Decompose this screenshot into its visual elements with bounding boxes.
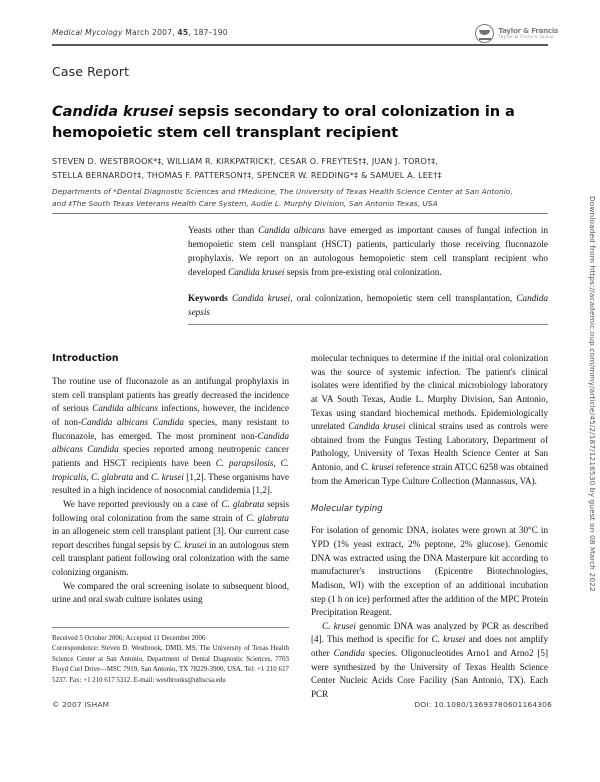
para-seg: and does not amplify other	[311, 634, 548, 659]
para-seg: We have reported previously on a case of	[63, 498, 222, 509]
affiliation-line-2: and ‡The South Texas Veterans Health Care System, Audie L. Murphy Division, San Antonio Texas, USA	[52, 198, 438, 208]
abstract-seg-3: sepsis from pre-existing oral colonization.	[284, 266, 442, 277]
author-line-1: STEVEN D. WESTBROOK*‡, WILLIAM R. KIRKPATRICK†, CESAR O. FREYTES†‡, JUAN J. TORO†‡,	[52, 156, 439, 166]
paragraph	[52, 498, 289, 580]
keywords-label: Keywords	[188, 292, 228, 303]
para-seg: in an autologous stem cell transplant patient following oral colonization with the same colonizing organism.	[52, 539, 289, 578]
para-seg: genomic DNA was analyzed by PCR as described [4]. This method is specific for	[311, 620, 548, 645]
abstract-species-2: Candida krusei	[228, 266, 285, 277]
title-rest: sepsis secondary to oral colonization in a hemopoietic stem cell transplant recipient	[52, 102, 515, 141]
paragraph: We compared the oral screening isolate to subsequent blood, urine and oral swab culture isolates using	[52, 580, 289, 605]
paragraph	[311, 620, 548, 702]
para-species: Candida krusei	[348, 421, 406, 432]
subsection-heading-molecular-typing: Molecular typing	[311, 504, 383, 515]
keyword-2: Candida sepsis	[188, 292, 549, 317]
para-species: C. glabrata	[246, 512, 289, 523]
para-species: Candida	[333, 648, 365, 659]
para-seg: species, many resistant to fluconazole, has emerged. The most prominent non-	[52, 417, 289, 441]
para-seg: molecular techniques to determine if the initial oral colonization was the source of systemic infection. The patient's clinical isolates were identified by the clinical microbiology laboratory at VA South Texas, Audie L. Murphy Division, San Antonio, Texas using standard biochemical methods. Epidemiologically unrelated	[311, 353, 548, 432]
publisher-group: Taylor & Francis Group	[498, 34, 555, 40]
para-species: C. krusei	[173, 539, 207, 550]
keywords-middle: , oral colonization, hemopoietic stem cell transplantation,	[290, 292, 517, 303]
keyword-1: Candida krusei	[231, 292, 291, 303]
section-heading-introduction: Introduction	[52, 353, 119, 364]
body-column-right	[311, 352, 548, 702]
para-seg: species reported among neutropenic cancer patients and HSCT recipients have been	[52, 444, 289, 468]
received-accepted-dates: Received 5 October 2006; Accepted 11 December 2006	[52, 635, 206, 642]
affiliations	[52, 186, 554, 210]
para-species: C. krusei	[322, 620, 356, 631]
para-seg: clinical strains used as controls were obtained from the Fungus Testing Laboratory, Department of Pathology, University of Texas Health Science Center at San Antonio, and	[311, 421, 549, 473]
para-species: C. parapsilosis, C. tropicalis, C. glabrata	[52, 457, 290, 482]
taylor-francis-roundel-icon	[475, 24, 494, 43]
abstract-text	[188, 224, 548, 280]
journal-pages: , 187–190	[188, 28, 228, 37]
doi-line[interactable]: DOI: 10.1080/13693780601164306	[414, 700, 552, 709]
para-seg: in an allogeneic stem cell transplant patient [3]. Our current case report describes fungal sepsis by	[52, 526, 289, 550]
para-seg: infections, however, the incidence of non-	[52, 403, 290, 428]
paragraph	[311, 352, 548, 488]
body-column-left	[52, 352, 289, 607]
para-species: C. krusei	[151, 471, 184, 482]
para-seg: species. Oligonucleotides Arno1 and Arno2 [5] were synthesized by the University of Texas Health Science Center Nucleic Acids Core Facility (San Antonio, TX). Each PCR	[311, 648, 548, 699]
journal-name: Medical Mycology	[52, 28, 123, 37]
download-watermark: Downloaded from https://academic.oup.com/mmy/article/45/2/187/1216530 by guest on 08 March 2022	[588, 196, 597, 592]
publisher-logo-text	[498, 27, 558, 40]
para-seg: and	[133, 471, 152, 482]
abstract-block	[188, 224, 548, 320]
abstract-seg-2: have emerged as important causes of fungal infection in hemopoietic stem cell transplant (HSCT) patients, particularly those receiving fluconazole prophylaxis. We report on an autologous hemopoietic stem cell transplant recipient who developed	[188, 225, 548, 277]
para-species: C. krusei	[431, 634, 466, 645]
para-seg: The routine use of fluconazole as an antifungal prophylaxis in stem cell transplant patients has greatly decreased the incidence of serious	[52, 376, 289, 414]
publisher-name: Taylor & Francis	[498, 26, 558, 35]
journal-issue: March 2007,	[122, 28, 178, 37]
correspondence-details: Correspondence: Steven D. Westbrook, DMD, MS, The University of Texas Health Science Center at San Antonio, Department of Dental Diagnostic Sciences, 7703 Floyd Curl Drive—MSC 7919, San Antonio, TX 78229-3900, USA. Tel: +1 210 617 5237. Fax: +1 210 617 5312. E-mail: westbrooks@uthscsa.edu	[52, 645, 289, 684]
publisher-logo	[475, 24, 558, 43]
paragraph: For isolation of genomic DNA, isolates were grown at 30°C in YPD (1% yeast extract, 2% peptone, 2% glucose). Genomic DNA was extracted using the DNA Masterpure kit according to manufacturer's instructions (Epicentre Biotechnologies, Madison, WI) with the exception of an additional incubation step (1 h on ice) performed after the addition of the MPC Protein Precipitation Reagent.	[311, 525, 548, 618]
para-seg: sepsis following oral colonization from the same strain of	[52, 498, 289, 523]
para-species: C. glabrata	[221, 498, 265, 509]
para-species: Candida albicans	[92, 403, 158, 414]
running-head	[52, 28, 452, 37]
para-seg: [1,2]. These organisms have resulted in a high incidence of nosocomial candidemia [1,2].	[52, 471, 289, 496]
author-line-2: STELLA BERNARDO†‡, THOMAS F. PATTERSON†‡, SPENCER W. REDDING*‡ & SAMUEL A. LEE†‡	[52, 169, 442, 180]
affiliation-rule	[52, 213, 548, 214]
keywords-line	[188, 292, 548, 320]
para-species: Candida albicans Candida	[80, 417, 184, 428]
page-title	[52, 102, 522, 143]
footnote-block	[52, 634, 289, 686]
footnote-rule	[52, 627, 289, 628]
para-species: C. krusei	[360, 462, 394, 473]
journal-volume: 45	[177, 28, 189, 37]
copyright-notice: © 2007 ISHAM	[52, 700, 110, 709]
header-rule	[52, 44, 548, 46]
affiliation-line-1: Departments of *Dental Diagnostic Sciences and †Medicine, The University of Texas Health Science Center at San Antonio,	[52, 187, 513, 196]
paragraph	[52, 375, 289, 498]
para-seg: reference strain ATCC 6258 was obtained from the American Type Culture Collection (Mannassus, VA).	[311, 462, 548, 486]
abstract-rule	[188, 324, 548, 325]
abstract-seg-1: Yeasts other than	[188, 225, 259, 235]
article-type-kicker: Case Report	[52, 64, 130, 79]
author-list	[52, 155, 552, 183]
para-species: Candida albicans Candida	[52, 430, 289, 455]
title-species: Candida krusei	[52, 102, 174, 120]
abstract-species-1: Candida albicans	[258, 225, 326, 235]
